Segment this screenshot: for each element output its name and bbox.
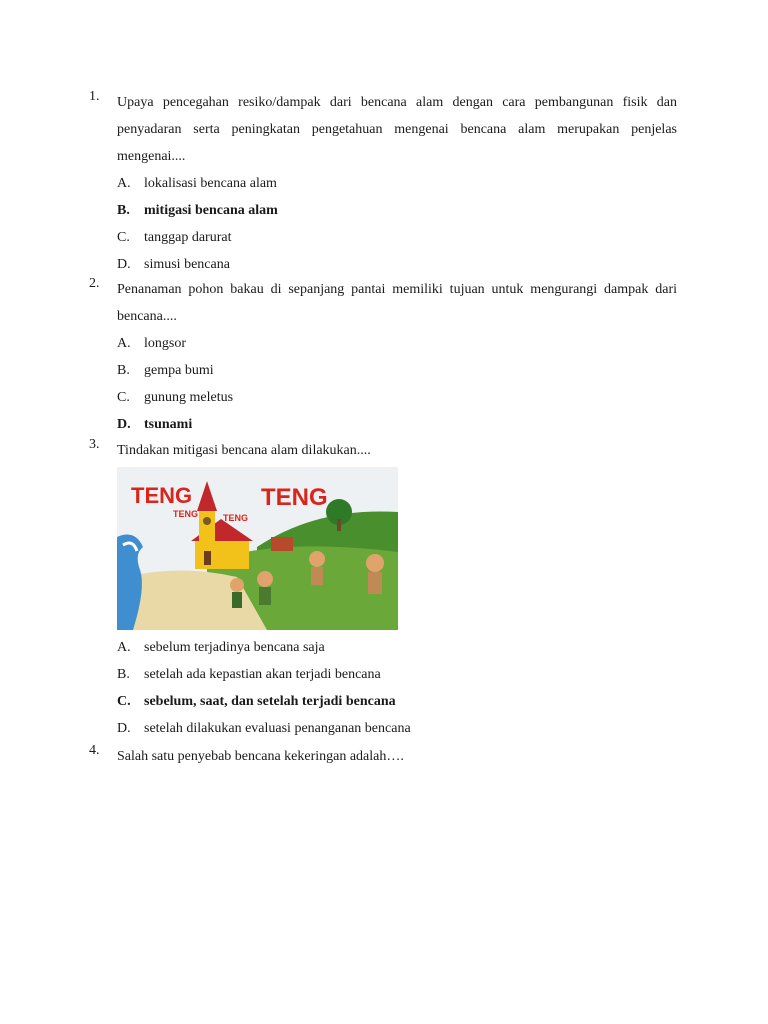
option-a (117, 634, 677, 661)
option-letter: C. (117, 230, 130, 245)
option-b (117, 661, 677, 688)
option-c (117, 384, 677, 411)
option-letter: C. (117, 694, 131, 709)
sound-word-large: TENG (261, 484, 328, 511)
option-letter: A. (117, 176, 131, 191)
option-d-answer (117, 411, 677, 438)
option-a (117, 330, 677, 357)
option-letter: D. (117, 417, 131, 432)
house-icon (271, 537, 293, 551)
option-text: gunung meletus (144, 390, 234, 405)
tree-trunk (337, 519, 341, 531)
question-number: 3. (89, 437, 100, 452)
option-c-answer (117, 688, 677, 715)
sound-word-large: TENG (131, 483, 193, 508)
question-number: 2. (89, 276, 100, 291)
option-letter: D. (117, 721, 131, 736)
question-2 (89, 276, 677, 438)
option-text: lokalisasi bencana alam (144, 176, 277, 191)
disaster-warning-illustration (117, 467, 398, 630)
option-d (117, 251, 677, 278)
option-text: tanggap darurat (144, 230, 232, 245)
option-a (117, 170, 677, 197)
option-text: longsor (144, 336, 186, 351)
sound-word-small: TENG (173, 509, 199, 519)
question-text: Upaya pencegahan resiko/dampak dari bencana alam dengan cara pembangunan fisik dan penyadaran serta peningkatan pengetahuan mengenai bencana alam merupakan penjelas mengenai.... (117, 95, 677, 164)
question-number: 1. (89, 89, 100, 104)
option-letter: B. (117, 203, 130, 218)
option-letter: A. (117, 640, 131, 655)
option-text: sebelum terjadinya bencana saja (144, 640, 325, 655)
option-letter: C. (117, 390, 130, 405)
option-text: tsunami (144, 417, 193, 432)
option-text: simusi bencana (144, 257, 230, 272)
option-b (117, 357, 677, 384)
option-letter: D. (117, 257, 131, 272)
option-text: setelah ada kepastian akan terjadi bencana (144, 667, 381, 682)
question-text: Salah satu penyebab bencana kekeringan adalah…. (117, 749, 404, 764)
option-text: setelah dilakukan evaluasi penanganan bencana (144, 721, 411, 736)
option-b-answer (117, 197, 677, 224)
question-text: Tindakan mitigasi bencana alam dilakukan.... (117, 443, 371, 458)
option-letter: B. (117, 667, 130, 682)
option-letter: B. (117, 363, 130, 378)
sound-word-small: TENG (223, 513, 249, 523)
options-list (117, 170, 677, 278)
question-3 (89, 437, 677, 742)
option-text: sebelum, saat, dan setelah terjadi bencana (144, 694, 396, 709)
option-text: mitigasi bencana alam (144, 203, 278, 218)
bell-icon (203, 517, 211, 525)
question-text: Penanaman pohon bakau di sepanjang pantai memiliki tujuan untuk mengurangi dampak dari bencana.... (117, 282, 677, 324)
option-letter: A. (117, 336, 131, 351)
church-door (204, 551, 211, 565)
question-4 (89, 743, 677, 770)
options-list (117, 330, 677, 438)
option-text: gempa bumi (144, 363, 214, 378)
option-c (117, 224, 677, 251)
option-d (117, 715, 677, 742)
options-list (117, 634, 677, 742)
question-number: 4. (89, 743, 100, 758)
question-1 (89, 89, 677, 278)
